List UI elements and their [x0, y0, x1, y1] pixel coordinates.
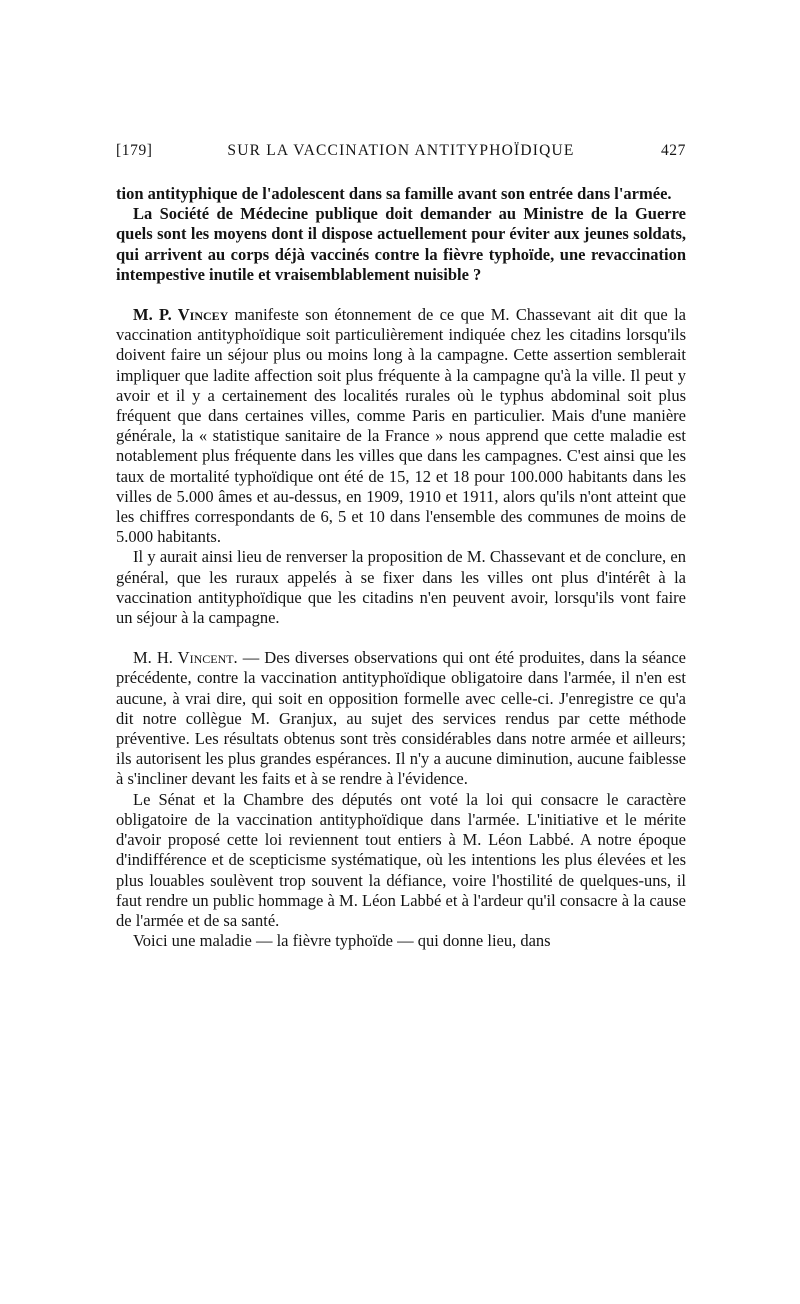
body-text [116, 184, 686, 951]
paragraph-text: tion antityphique de l'adolescent dans sa famille avant son entrée dans l'armée. [116, 184, 672, 203]
paragraph [116, 204, 686, 285]
paragraph [116, 790, 686, 931]
paragraph [116, 547, 686, 628]
page-reference: [179] [116, 142, 153, 159]
paragraph [116, 305, 686, 547]
paragraph-text: Voici une maladie — la fièvre typhoïde — qui donne lieu, dans [133, 931, 551, 951]
paragraph-text: Le Sénat et la Chambre des députés ont voté la loi qui consacre le caractère obligatoire de la vaccination antityphoïdique dans l'armée. L'initiative et le mérite d'avoir proposé cette loi reviennent tout entiers à M. Léon Labbé. A notre époque d'indifférence et de scepticisme systématique, où les intentions les plus élevées et les plus louables soulèvent trop souvent la défiance, voire l'hostilité de quelques-uns, il faut rendre un public hommage à M. Léon Labbé et à l'ardeur qu'il consacre à la cause de l'armée et de sa santé. [116, 789, 686, 930]
speaker-name: M. P. Vincey [133, 305, 229, 325]
page-number: 427 [660, 142, 686, 159]
paragraph [116, 648, 686, 789]
document-page [116, 142, 686, 951]
paragraph-text: — Des diverses observations qui ont été produites, dans la séance précédente, contre la vaccination antityphoïdique obligatoire dans l'armée, il n'en est aucune, à vrai dire, qui soit en opposition formelle avec celle-ci. J'enregistre ce qu'a dit notre collègue M. Granjux, au sujet des services rendus par cette méthode préventive. Les résultats obtenus sont très considérables dans notre armée et ailleurs; ils autorisent les plus grandes espérances. Il n'y a aucune diminution, aucune faiblesse à s'incliner devant les faits et à se rendre à l'évidence. [116, 648, 686, 789]
paragraph-text: Il y aurait ainsi lieu de renverser la proposition de M. Chassevant et de conclure, en général, que les ruraux appelés à se fixer dans les villes ont plus d'intérêt à la vaccination antityphoïdique que les citadins n'en peuvent avoir, lorsqu'ils vont faire un séjour à la campagne. [116, 547, 686, 628]
paragraph-text: La Société de Médecine publique doit demander au Ministre de la Guerre quels sont les moyens dont il dispose actuellement pour éviter aux jeunes soldats, qui arrivent au corps déjà vaccinés contre la fièvre typhoïde, une revaccination intempestive inutile et vraisemblablement nuisible ? [116, 204, 686, 284]
running-title: SUR LA VACCINATION ANTITYPHOÏDIQUE [227, 142, 575, 159]
paragraph-text: manifeste son étonnement de ce que M. Chassevant ait dit que la vaccination antityphoïdique soit particulièrement indiquée chez les citadins lorsqu'ils doivent faire un séjour plus ou moins long à la campagne. Cette assertion semblerait impliquer que ladite affection soit plus fréquente à la campagne qu'à la ville. Il peut y avoir et il y a certainement des localités rurales où le typhus abdominal soit plus fréquent que dans certaines villes, comme Paris en particulier. Mais d'une manière générale, la « statistique sanitaire de la France » nous apprend que cette maladie est notablement plus fréquente dans les villes que dans les campagnes. C'est ainsi que les taux de mortalité typhoïdique ont été de 15, 12 et 18 pour 100.000 habitants dans les villes de 5.000 âmes et au-dessus, en 1909, 1910 et 1911, alors qu'ils n'ont atteint que les chiffres correspondants de 6, 5 et 10 dans l'ensemble des communes de moins de 5.000 habitants. [116, 305, 686, 547]
speaker-name: M. H. Vincent. [133, 648, 238, 668]
paragraph [116, 931, 686, 951]
paragraph [116, 184, 686, 204]
running-header [116, 142, 686, 168]
